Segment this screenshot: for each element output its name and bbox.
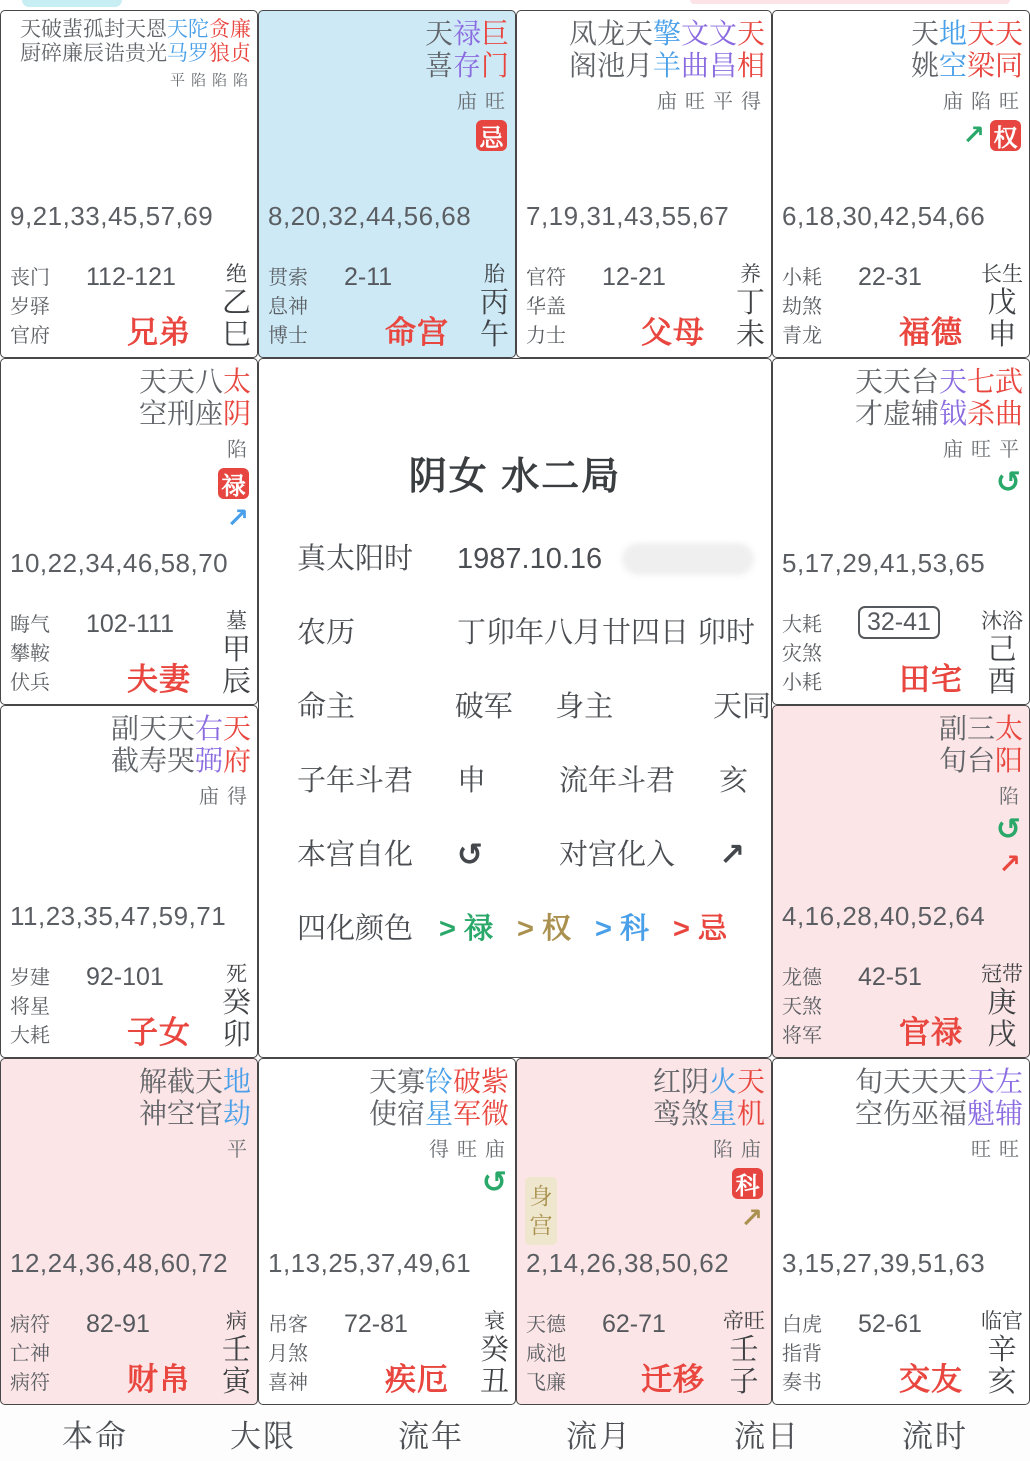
zi-year-doujun-label: 子年斗君: [297, 765, 414, 797]
tab-daxian[interactable]: 大限: [230, 1418, 296, 1454]
life-stage: 衰: [483, 1310, 505, 1334]
ages-list: 9,21,33,45,57,69: [10, 201, 214, 231]
star-names-line-2: 鸾煞星机: [652, 1097, 765, 1129]
decade-range[interactable]: 32-41: [858, 606, 940, 639]
yearly-stars-list: 病符 亡神 病符: [10, 1314, 50, 1394]
ages-list: 11,23,35,47,59,71: [10, 901, 227, 931]
decade-range[interactable]: 12-21: [602, 263, 666, 291]
tab-liuri[interactable]: 流日: [734, 1418, 800, 1454]
palace-career[interactable]: [772, 705, 1030, 1058]
sihua-legend: [439, 910, 727, 948]
decade-range[interactable]: 22-31: [858, 263, 922, 291]
life-master-label: 命主: [297, 691, 356, 723]
star-names-line-1: 天天台天七武: [854, 366, 1023, 397]
stage-and-stem-branch: [480, 258, 509, 352]
stage-and-stem-branch: [981, 1305, 1023, 1399]
top-pill-fragment-pink: [690, 0, 1010, 4]
lunar-date-value: 丁卯年八月廿四日 卯时: [457, 617, 756, 649]
stage-and-stem-branch: [981, 958, 1023, 1052]
true-solar-time-row: [297, 540, 771, 578]
ages-list: 6,18,30,42,54,66: [782, 201, 986, 231]
palace-parents[interactable]: [516, 10, 772, 358]
life-stage: 冠带: [981, 963, 1023, 987]
transform-badges: [773, 120, 1029, 151]
stem-branch: 丁 未: [735, 287, 765, 352]
star-brightness-labels: 平: [227, 1138, 255, 1161]
stage-and-stem-branch: [736, 258, 765, 352]
palace-friends[interactable]: [772, 1058, 1030, 1405]
transform-badges: [773, 812, 1029, 879]
star-names-line-2: 旬台阳: [938, 744, 1023, 776]
life-stage: 临官: [981, 1310, 1023, 1334]
yearly-stars-list: 大耗 灾煞 小耗: [782, 614, 822, 694]
star-names-line-1: 副三太: [938, 713, 1023, 744]
decade-range[interactable]: 2-11: [344, 263, 393, 291]
ages-list: 5,17,29,41,53,65: [782, 548, 986, 578]
yearly-stars-list: 白虎 指背 奏书: [782, 1314, 822, 1394]
star-brightness-labels: 庙旺平: [943, 438, 1027, 461]
life-stage: 墓: [225, 610, 247, 634]
opposite-transform-label: 对宫化入: [559, 839, 676, 871]
stem-branch: 辛 亥: [987, 1334, 1017, 1399]
self-transform-loop-icon: ↺: [481, 1165, 507, 1199]
life-stage: 死: [225, 963, 247, 987]
sihua-legend-item-quan: > 权: [517, 913, 572, 945]
yearly-stars-list: 吊客 月煞 喜神: [268, 1314, 308, 1394]
lunar-date-row: [297, 614, 771, 652]
palace-name: 子女: [127, 1015, 191, 1050]
stem-branch: 己 酉: [987, 634, 1017, 699]
star-names-line-2: 截寿哭弼府: [110, 744, 251, 776]
ages-list: 10,22,34,46,58,70: [10, 548, 229, 578]
star-brightness-labels: 庙旺平得: [657, 90, 769, 113]
decade-range[interactable]: 92-101: [86, 963, 164, 991]
yearly-stars-list: 小耗 劫煞 青龙: [782, 267, 822, 347]
chart-title: 阴女 水二局: [408, 456, 622, 498]
bottom-tab-bar: [0, 1405, 1030, 1461]
life-stage: 病: [225, 1310, 247, 1334]
sihua-colors-label: 四化颜色: [297, 913, 414, 945]
yearly-stars-list: 官符 华盖 力士: [526, 267, 566, 347]
star-names-line-1: 红阴火天: [652, 1066, 765, 1097]
opposite-transform-arrow-icon: ↗: [719, 837, 745, 872]
life-stage: 养: [739, 263, 761, 287]
stage-and-stem-branch: [480, 1305, 509, 1399]
transform-legend-row: [297, 836, 771, 874]
decade-range[interactable]: 42-51: [858, 963, 922, 991]
stem-branch: 癸 丑: [479, 1334, 509, 1399]
decade-range[interactable]: 62-71: [602, 1310, 666, 1338]
transform-badges: [773, 465, 1029, 499]
star-names-line-2: 使宿星军微: [368, 1097, 509, 1129]
stem-branch: 甲 辰: [221, 634, 251, 699]
palace-name: 疾厄: [385, 1362, 449, 1397]
life-stage: 沐浴: [981, 610, 1023, 634]
inward-transform-arrow-icon: ↗: [740, 1202, 763, 1233]
birth-date: 1987.10.16: [457, 543, 603, 575]
palace-travel[interactable]: [516, 1058, 772, 1405]
self-transform-loop-icon: ↺: [995, 465, 1021, 499]
decade-range[interactable]: 72-81: [344, 1310, 408, 1338]
star-names-line-1: 天破蜚孤封天恩天陀贪廉: [20, 18, 251, 41]
ages-list: 3,15,27,39,51,63: [782, 1248, 986, 1278]
true-solar-time-label: 真太阳时: [297, 543, 414, 575]
stem-branch: 壬 子: [729, 1334, 759, 1399]
sihua-badge: 禄: [218, 468, 249, 499]
star-names-line-1: 凤龙天擎文文天: [568, 18, 765, 49]
star-names-line-2: 空伤巫福魁辅: [854, 1097, 1023, 1129]
ages-list: 7,19,31,43,55,67: [526, 201, 730, 231]
ages-list: 2,14,26,38,50,62: [526, 1248, 730, 1278]
star-names-line-1: 天天八太: [138, 366, 251, 397]
tab-liuyue[interactable]: 流月: [566, 1418, 632, 1454]
life-stage: 帝旺: [723, 1310, 765, 1334]
inward-transform-arrow-icon: ↗: [962, 119, 985, 150]
star-brightness-labels: 庙得: [199, 785, 255, 808]
self-transform-label: 本宫自化: [297, 839, 414, 871]
lunar-date-label: 农历: [297, 617, 356, 649]
palace-wealth[interactable]: [0, 1058, 258, 1405]
ages-list: 12,24,36,48,60,72: [10, 1248, 229, 1278]
star-brightness-labels: 陷: [999, 785, 1027, 808]
star-names-line-2: 厨碎廉辰诰贵光马罗狼贞: [20, 41, 251, 65]
palace-children[interactable]: [0, 705, 258, 1058]
palace-name: 父母: [641, 315, 705, 350]
star-brightness-labels: 得旺庙: [429, 1138, 513, 1161]
stem-branch: 乙 巳: [221, 287, 251, 352]
star-names-line-1: 副天天右天: [110, 713, 251, 744]
transform-badges: [259, 1165, 515, 1199]
top-edge-strip: [0, 0, 1030, 10]
star-brightness-labels: 庙陷旺: [943, 90, 1027, 113]
stage-and-stem-branch: [723, 1305, 765, 1399]
palace-name: 财帛: [127, 1362, 191, 1397]
flow-year-doujun-value: 亥: [719, 765, 749, 797]
star-names-line-2: 喜存门: [424, 49, 509, 81]
body-master-value: 天同: [712, 691, 771, 723]
palace-name: 田宅: [899, 662, 963, 697]
flow-year-doujun-label: 流年斗君: [559, 765, 676, 797]
yearly-stars-list: 丧门 岁驿 官府: [10, 267, 50, 347]
life-master-row: [297, 688, 771, 726]
life-stage: 长生: [981, 263, 1023, 287]
star-brightness-labels: 旺旺: [971, 1138, 1027, 1161]
stem-branch: 壬 寅: [221, 1334, 251, 1399]
star-brightness-labels: 平陷陷陷: [169, 71, 254, 89]
top-pill-fragment-cyan: [22, 0, 122, 7]
chart-info-panel: [258, 358, 772, 1058]
star-names-line-1: 旬天天天天左: [854, 1066, 1023, 1097]
sihua-badge: 权: [990, 120, 1021, 151]
stage-and-stem-branch: [981, 258, 1023, 352]
self-transform-loop-icon: ↺: [995, 812, 1021, 846]
decade-range[interactable]: 102-111: [86, 610, 175, 638]
palace-name: 福德: [899, 315, 963, 350]
stage-and-stem-branch: [222, 258, 251, 352]
ages-list: 8,20,32,44,56,68: [268, 201, 472, 231]
stage-and-stem-branch: [222, 958, 251, 1052]
sihua-colors-row: [297, 910, 771, 948]
ages-list: 1,13,25,37,49,61: [268, 1248, 472, 1278]
stem-branch: 庚 戌: [987, 987, 1017, 1052]
tab-liushi[interactable]: 流时: [902, 1418, 968, 1454]
palace-name: 官禄: [899, 1015, 963, 1050]
stem-branch: 戊 申: [987, 287, 1017, 352]
self-transform-icon: ↺: [457, 837, 483, 872]
star-names-line-1: 解截天地: [138, 1066, 251, 1097]
palace-name: 夫妻: [127, 662, 191, 697]
star-names-line-2: 姚空梁同: [910, 49, 1023, 81]
inward-transform-arrow-icon: ↗: [998, 848, 1021, 879]
sihua-badge: 科: [732, 1168, 763, 1199]
sihua-legend-item-ji: > 忌: [673, 913, 728, 945]
palace-fortune[interactable]: [772, 10, 1030, 358]
sihua-badge: 忌: [476, 120, 507, 151]
star-names-line-2: 阁池月羊曲昌相: [568, 49, 765, 81]
life-stage: 胎: [483, 263, 505, 287]
body-master-label: 身主: [555, 691, 614, 723]
star-brightness-labels: 陷: [227, 438, 255, 461]
decade-range[interactable]: 112-121: [86, 263, 176, 291]
life-stage: 绝: [225, 263, 247, 287]
ages-list: 4,16,28,40,52,64: [782, 901, 986, 931]
tab-benming[interactable]: 本命: [62, 1418, 128, 1454]
stem-branch: 癸 卯: [221, 987, 251, 1052]
decade-range[interactable]: 52-61: [858, 1310, 922, 1338]
decade-range[interactable]: 82-91: [86, 1310, 150, 1338]
yearly-stars-list: 天德 咸池 飞廉: [526, 1314, 566, 1394]
palace-siblings[interactable]: [0, 10, 258, 358]
transform-badges: [1, 468, 257, 532]
star-names-line-2: 神空官劫: [138, 1097, 251, 1129]
star-brightness-labels: 庙旺: [457, 90, 513, 113]
tab-liunian[interactable]: 流年: [398, 1418, 464, 1454]
ziwei-chart-grid: [0, 10, 1030, 1405]
palace-name: 命宫: [385, 315, 449, 350]
palace-health[interactable]: [258, 1058, 516, 1405]
palace-spouse[interactable]: [0, 358, 258, 705]
yearly-stars-list: 晦气 攀鞍 伏兵: [10, 614, 50, 694]
star-names-line-1: 天禄巨: [424, 18, 509, 49]
life-master-value: 破军: [454, 691, 513, 723]
transform-badges: [259, 120, 515, 151]
palace-property[interactable]: [772, 358, 1030, 705]
yearly-stars-list: 贯索 息神 博士: [268, 267, 308, 347]
yearly-stars-list: 岁建 将星 大耗: [10, 967, 50, 1047]
sihua-legend-item-ke: > 科: [595, 913, 650, 945]
zi-year-doujun-value: 申: [457, 765, 487, 797]
doujun-row: [297, 762, 771, 800]
star-brightness-labels: 陷庙: [713, 1138, 769, 1161]
stage-and-stem-branch: [222, 605, 251, 699]
star-names-line-2: 才虚辅钺杀曲: [854, 397, 1023, 429]
redacted-time-blur: [622, 543, 754, 575]
star-names-line-1: 天寡铃破紫: [368, 1066, 509, 1097]
yearly-stars-list: 龙德 天煞 将军: [782, 967, 822, 1047]
stage-and-stem-branch: [222, 1305, 251, 1399]
palace-life[interactable]: [258, 10, 516, 358]
star-names-line-1: 天地天天: [910, 18, 1023, 49]
palace-name: 交友: [899, 1362, 963, 1397]
stem-branch: 丙 午: [479, 287, 509, 352]
star-names-line-2: 空刑座阴: [138, 397, 251, 429]
stage-and-stem-branch: [981, 605, 1023, 699]
inward-transform-arrow-icon: ↗: [226, 502, 249, 533]
palace-name: 迁移: [641, 1362, 705, 1397]
palace-name: 兄弟: [127, 315, 191, 350]
sihua-legend-item-lu: > 禄: [439, 913, 494, 945]
body-palace-tag: 身 宫: [525, 1177, 557, 1245]
